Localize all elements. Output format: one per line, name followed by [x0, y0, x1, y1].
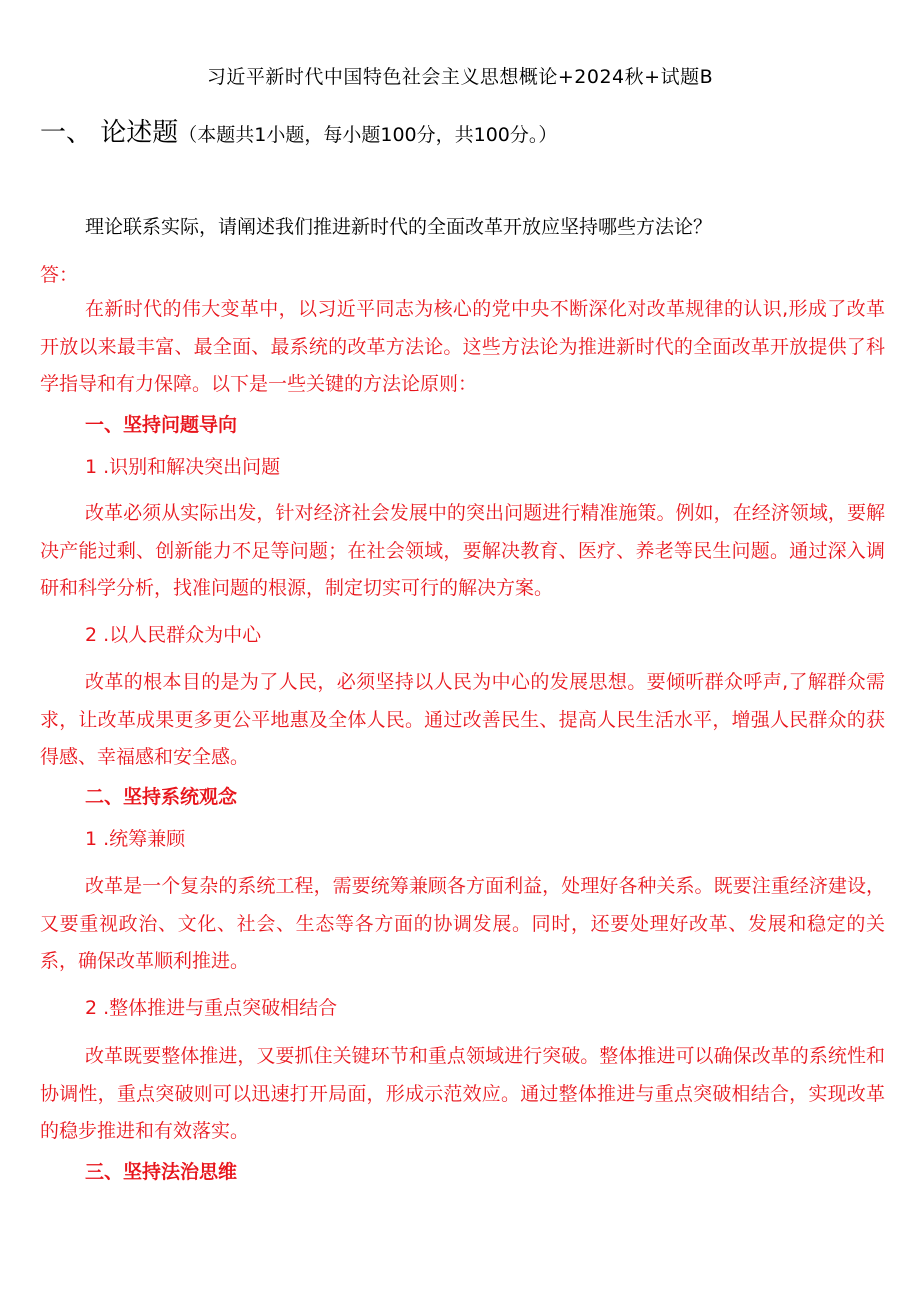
subheading-overall-and-key: 2 .整体推进与重点突破相结合 [85, 997, 338, 1019]
section-title: 一、 论述题 [40, 118, 179, 148]
section-note: （本题共1小题，每小题100分，共100分。） [178, 124, 558, 146]
paragraph-people-centered: 改革的根本目的是为了人民，必须坚持以人民为中心的发展思想。要倾听群众呼声,了解群众需求，让改革成果更多更公平地惠及全体人民。通过改善民生、提高人民生活水平，增强人民群众的获得感、幸福感和安全感。 [40, 671, 885, 768]
answer-label: 答： [40, 264, 79, 286]
paragraph-overall-planning: 改革是一个复杂的系统工程，需要统筹兼顾各方面利益，处理好各种关系。既要注重经济建设，又要重视政治、文化、社会、生态等各方面的协调发展。同时，还要处理好改革、发展和稳定的关系，确保改革顺利推进。 [40, 875, 885, 972]
document-title: 习近平新时代中国特色社会主义思想概论+2024秋+试题B [206, 66, 714, 88]
subheading-people-centered: 2 .以人民群众为中心 [85, 624, 262, 646]
heading-problem-oriented: 一、坚持问题导向 [85, 414, 238, 436]
subheading-overall-planning: 1 .统筹兼顾 [85, 828, 186, 850]
paragraph-overall-and-key: 改革既要整体推进，又要抓住关键环节和重点领域进行突破。整体推进可以确保改革的系统性和协调性，重点突破则可以迅速打开局面，形成示范效应。通过整体推进与重点突破相结合，实现改革的稳步推进和有效落实。 [40, 1045, 885, 1142]
subheading-identify-problems: 1 .识别和解决突出问题 [85, 456, 281, 478]
heading-rule-of-law: 三、坚持法治思维 [85, 1161, 238, 1183]
paragraph-identify-problems: 改革必须从实际出发，针对经济社会发展中的突出问题进行精准施策。例如，在经济领域，要解决产能过剩、创新能力不足等问题；在社会领域，要解决教育、医疗、养老等民生问题。通过深入调研和科学分析，找准问题的根源，制定切实可行的解决方案。 [40, 502, 885, 599]
section-heading [40, 112, 557, 149]
answer-intro: 在新时代的伟大变革中，以习近平同志为核心的党中央不断深化对改革规律的认识,形成了改革开放以来最丰富、最全面、最系统的改革方法论。这些方法论为推进新时代的全面改革开放提供了科学指导和有力保障。以下是一些关键的方法论原则： [40, 298, 885, 395]
heading-system-concept: 二、坚持系统观念 [85, 786, 238, 808]
question-text: 理论联系实际，请阐述我们推进新时代的全面改革开放应坚持哪些方法论？ [85, 216, 713, 238]
